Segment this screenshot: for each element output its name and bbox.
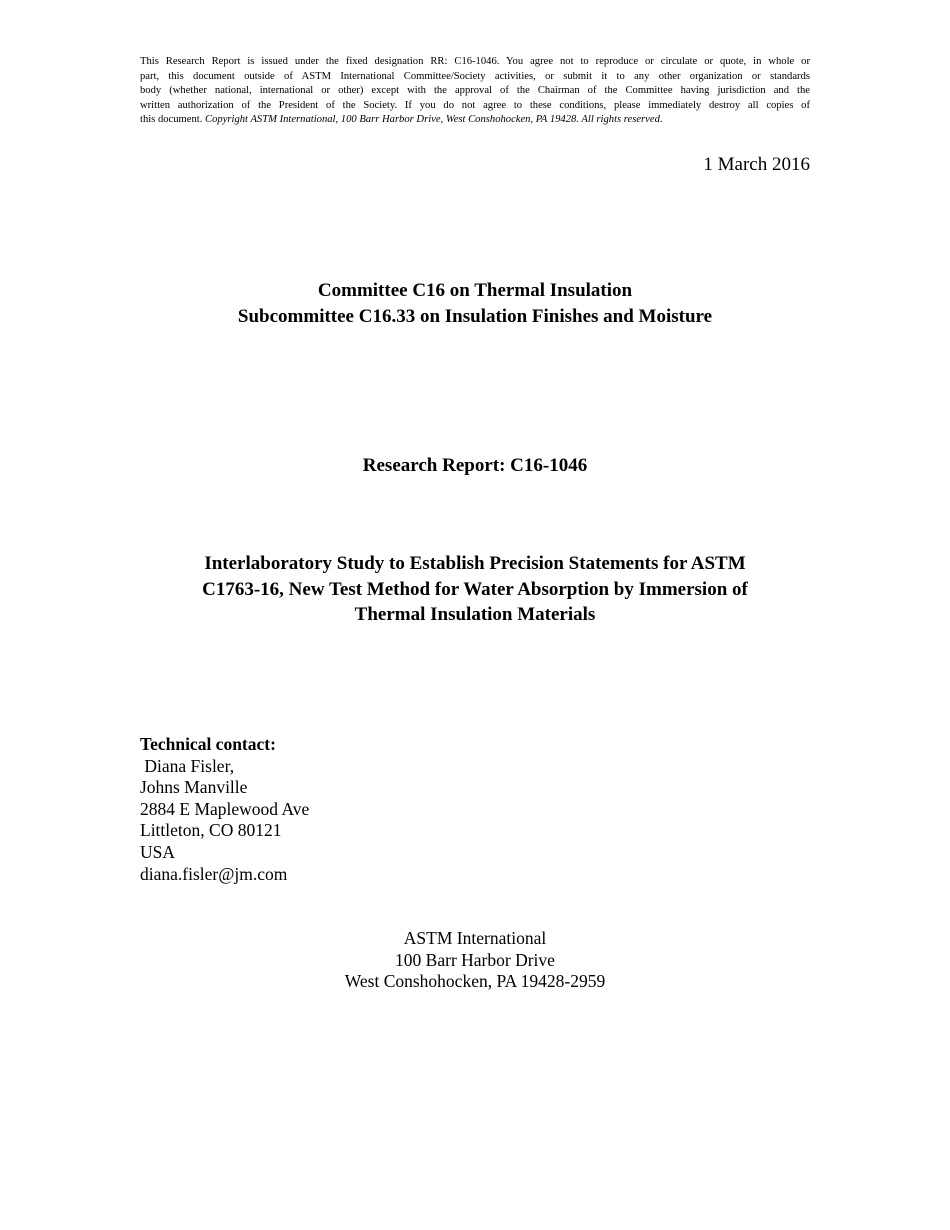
notice-line: this document. Copyright ASTM International, 100 Barr Harbor Drive, West Conshohocken, PA 19428. All rights reserved. [140, 114, 663, 125]
contact-name: Diana Fisler, [140, 755, 235, 776]
copyright-text: Copyright ASTM International, 100 Barr Harbor Drive, West Conshohocken, PA 19428. All rights reserved [205, 114, 660, 125]
contact-city: Littleton, CO 80121 [140, 820, 282, 841]
committee-name: Committee C16 on Thermal Insulation [317, 280, 633, 301]
notice-line: part, this document outside of ASTM International Committee/Society activities, or submit it to any other organization or standards [140, 70, 810, 82]
address-line: ASTM International [403, 928, 547, 948]
report-title [0, 551, 950, 628]
technical-contact [140, 734, 309, 885]
notice-line: This Research Report is issued under the fixed designation RR: C16-1046. You agree not to reproduce or circulate or quote, in whole or [140, 56, 810, 67]
contact-email: diana.fisler@jm.com [140, 863, 288, 884]
contact-heading: Technical contact: [140, 734, 276, 754]
notice-text: this document. [140, 114, 206, 125]
report-date: 1 March 2016 [703, 154, 810, 175]
address-line: 100 Barr Harbor Drive [395, 949, 555, 970]
notice-line: written authorization of the President of the Society. If you do not agree to these conditions, please immediately destroy all copies of [140, 99, 810, 111]
notice-line: body (whether national, international or other) except with the approval of the Chairman of the Committee having jurisdiction and the [140, 85, 810, 96]
title-line: Thermal Insulation Materials [354, 604, 596, 625]
copyright-notice [140, 55, 810, 128]
report-number: Research Report: C16-1046 [362, 455, 588, 476]
astm-address [0, 928, 950, 993]
contact-country: USA [140, 841, 176, 862]
title-line: Interlaboratory Study to Establish Precision Statements for ASTM [204, 553, 746, 574]
contact-company: Johns Manville [140, 777, 248, 798]
committee-heading [0, 278, 950, 329]
address-line: West Conshohocken, PA 19428-2959 [344, 971, 606, 992]
contact-street: 2884 E Maplewood Ave [140, 798, 310, 819]
subcommittee-name: Subcommittee C16.33 on Insulation Finishes and Moisture [237, 305, 713, 327]
title-line: C1763-16, New Test Method for Water Absorption by Immersion of [202, 578, 748, 600]
